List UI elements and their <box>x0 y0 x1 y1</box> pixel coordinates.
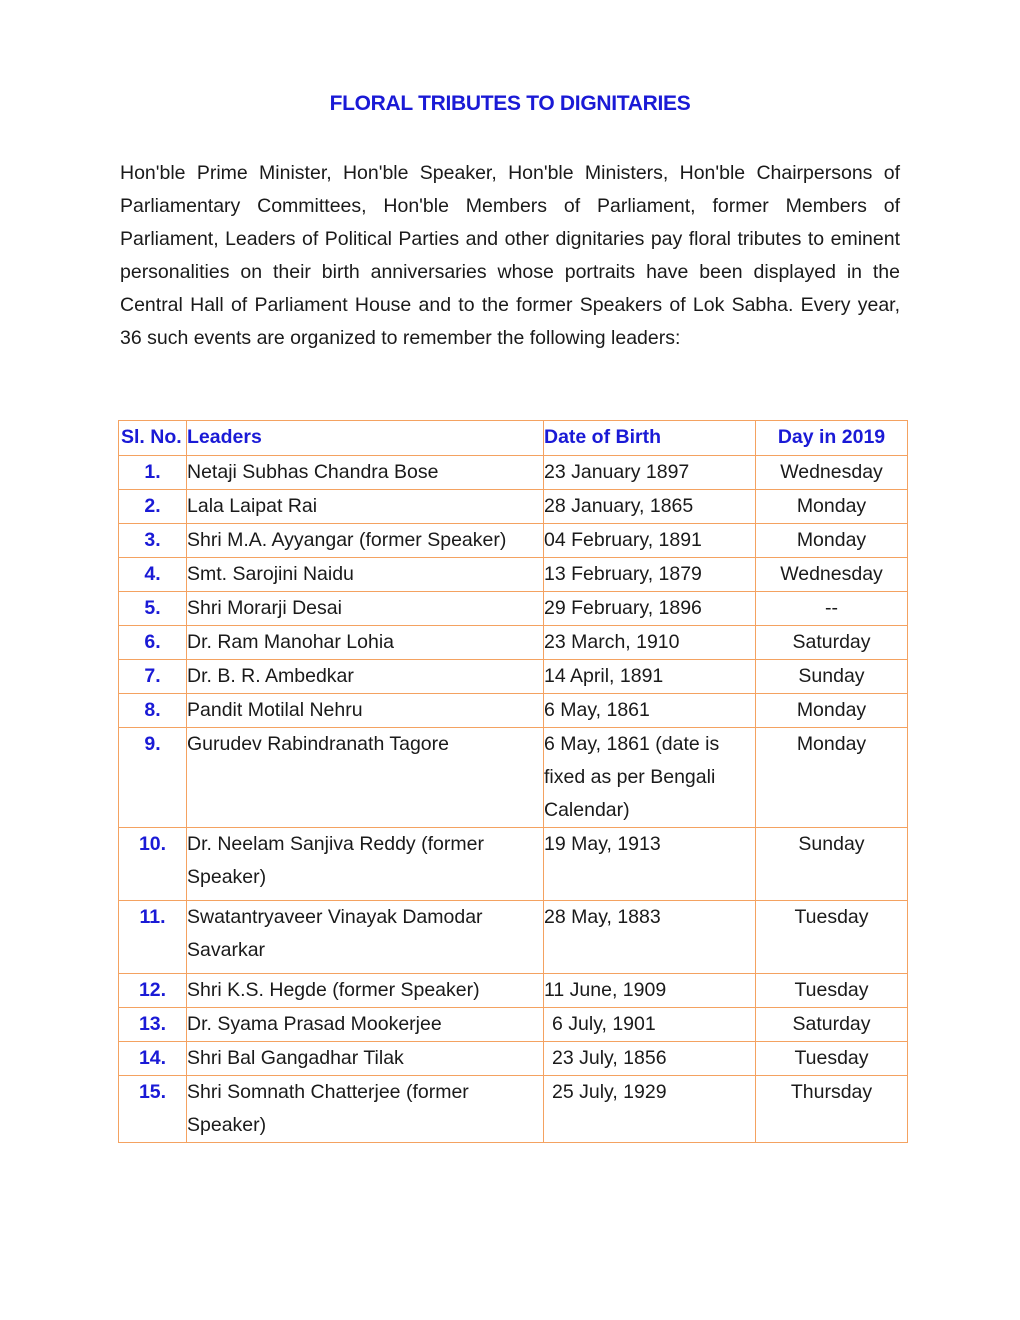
table-row <box>119 1042 908 1076</box>
cell-leader: Shri Somnath Chatterjee (former Speaker) <box>187 1076 544 1143</box>
cell-day: Tuesday <box>756 974 908 1008</box>
cell-sl-no: 9. <box>119 728 187 828</box>
cell-day: Monday <box>756 524 908 558</box>
header-day-in-2019: Day in 2019 <box>756 421 908 456</box>
cell-sl-no: 15. <box>119 1076 187 1143</box>
cell-day: Thursday <box>756 1076 908 1143</box>
cell-date-of-birth: 29 February, 1896 <box>544 592 756 626</box>
cell-date-of-birth: 04 February, 1891 <box>544 524 756 558</box>
cell-day: -- <box>756 592 908 626</box>
header-leaders: Leaders <box>187 421 544 456</box>
table-row <box>119 1008 908 1042</box>
table-row <box>119 660 908 694</box>
cell-date-of-birth: 28 January, 1865 <box>544 490 756 524</box>
cell-leader: Dr. Neelam Sanjiva Reddy (former Speaker) <box>187 828 544 901</box>
cell-date-of-birth: 25 July, 1929 <box>544 1076 756 1143</box>
cell-date-of-birth: 6 May, 1861 <box>544 694 756 728</box>
cell-leader: Dr. Syama Prasad Mookerjee <box>187 1008 544 1042</box>
cell-day: Monday <box>756 728 908 828</box>
table-row <box>119 524 908 558</box>
cell-leader: Dr. Ram Manohar Lohia <box>187 626 544 660</box>
cell-day: Saturday <box>756 1008 908 1042</box>
table-row <box>119 901 908 974</box>
cell-sl-no: 10. <box>119 828 187 901</box>
cell-sl-no: 7. <box>119 660 187 694</box>
cell-date-of-birth: 11 June, 1909 <box>544 974 756 1008</box>
cell-sl-no: 8. <box>119 694 187 728</box>
cell-date-of-birth: 23 July, 1856 <box>544 1042 756 1076</box>
cell-sl-no: 5. <box>119 592 187 626</box>
cell-leader: Shri Morarji Desai <box>187 592 544 626</box>
cell-leader: Smt. Sarojini Naidu <box>187 558 544 592</box>
cell-sl-no: 11. <box>119 901 187 974</box>
cell-sl-no: 12. <box>119 974 187 1008</box>
cell-date-of-birth: 14 April, 1891 <box>544 660 756 694</box>
cell-day: Monday <box>756 694 908 728</box>
cell-sl-no: 6. <box>119 626 187 660</box>
cell-leader: Dr. B. R. Ambedkar <box>187 660 544 694</box>
cell-date-of-birth: 6 May, 1861 (date is fixed as per Bengali Calendar) <box>544 728 756 828</box>
cell-day: Wednesday <box>756 456 908 490</box>
table-row <box>119 1076 908 1143</box>
table-row <box>119 728 908 828</box>
cell-leader: Gurudev Rabindranath Tagore <box>187 728 544 828</box>
cell-date-of-birth: 13 February, 1879 <box>544 558 756 592</box>
cell-day: Saturday <box>756 626 908 660</box>
table-row <box>119 456 908 490</box>
cell-leader: Swatantryaveer Vinayak Damodar Savarkar <box>187 901 544 974</box>
cell-day: Sunday <box>756 660 908 694</box>
cell-day: Sunday <box>756 828 908 901</box>
table-row <box>119 558 908 592</box>
cell-leader: Netaji Subhas Chandra Bose <box>187 456 544 490</box>
cell-sl-no: 3. <box>119 524 187 558</box>
cell-leader: Shri Bal Gangadhar Tilak <box>187 1042 544 1076</box>
cell-sl-no: 13. <box>119 1008 187 1042</box>
cell-sl-no: 2. <box>119 490 187 524</box>
cell-leader: Lala Laipat Rai <box>187 490 544 524</box>
cell-date-of-birth: 23 March, 1910 <box>544 626 756 660</box>
cell-sl-no: 4. <box>119 558 187 592</box>
cell-day: Monday <box>756 490 908 524</box>
table-row <box>119 974 908 1008</box>
table-header-row <box>119 421 908 456</box>
cell-date-of-birth: 23 January 1897 <box>544 456 756 490</box>
page-title: FLORAL TRIBUTES TO DIGNITARIES <box>329 92 691 115</box>
cell-leader: Shri M.A. Ayyangar (former Speaker) <box>187 524 544 558</box>
header-sl-no: Sl. No. <box>119 421 187 456</box>
cell-sl-no: 1. <box>119 456 187 490</box>
table-row <box>119 592 908 626</box>
cell-day: Wednesday <box>756 558 908 592</box>
cell-sl-no: 14. <box>119 1042 187 1076</box>
cell-day: Tuesday <box>756 901 908 974</box>
table-row <box>119 490 908 524</box>
intro-paragraph: Hon'ble Prime Minister, Hon'ble Speaker, Hon'ble Ministers, Hon'ble Chairpersons of Parliamentary Committees, Hon'ble Members of Parliament, former Members of Parliament, Leaders of Political Parties and other dignitaries pay floral tributes to eminent personalities on their birth anniversaries whose portraits have been displayed in the Central Hall of Parliament House and to the former Speakers of Lok Sabha. Every year, 36 such events are organized to remember the following leaders: <box>120 162 900 349</box>
cell-day: Tuesday <box>756 1042 908 1076</box>
cell-date-of-birth: 19 May, 1913 <box>544 828 756 901</box>
table-row <box>119 626 908 660</box>
cell-date-of-birth: 28 May, 1883 <box>544 901 756 974</box>
cell-leader: Pandit Motilal Nehru <box>187 694 544 728</box>
cell-date-of-birth: 6 July, 1901 <box>544 1008 756 1042</box>
table-row <box>119 694 908 728</box>
table-row <box>119 828 908 901</box>
header-date-of-birth: Date of Birth <box>544 421 756 456</box>
leaders-table <box>118 420 908 1143</box>
cell-leader: Shri K.S. Hegde (former Speaker) <box>187 974 544 1008</box>
